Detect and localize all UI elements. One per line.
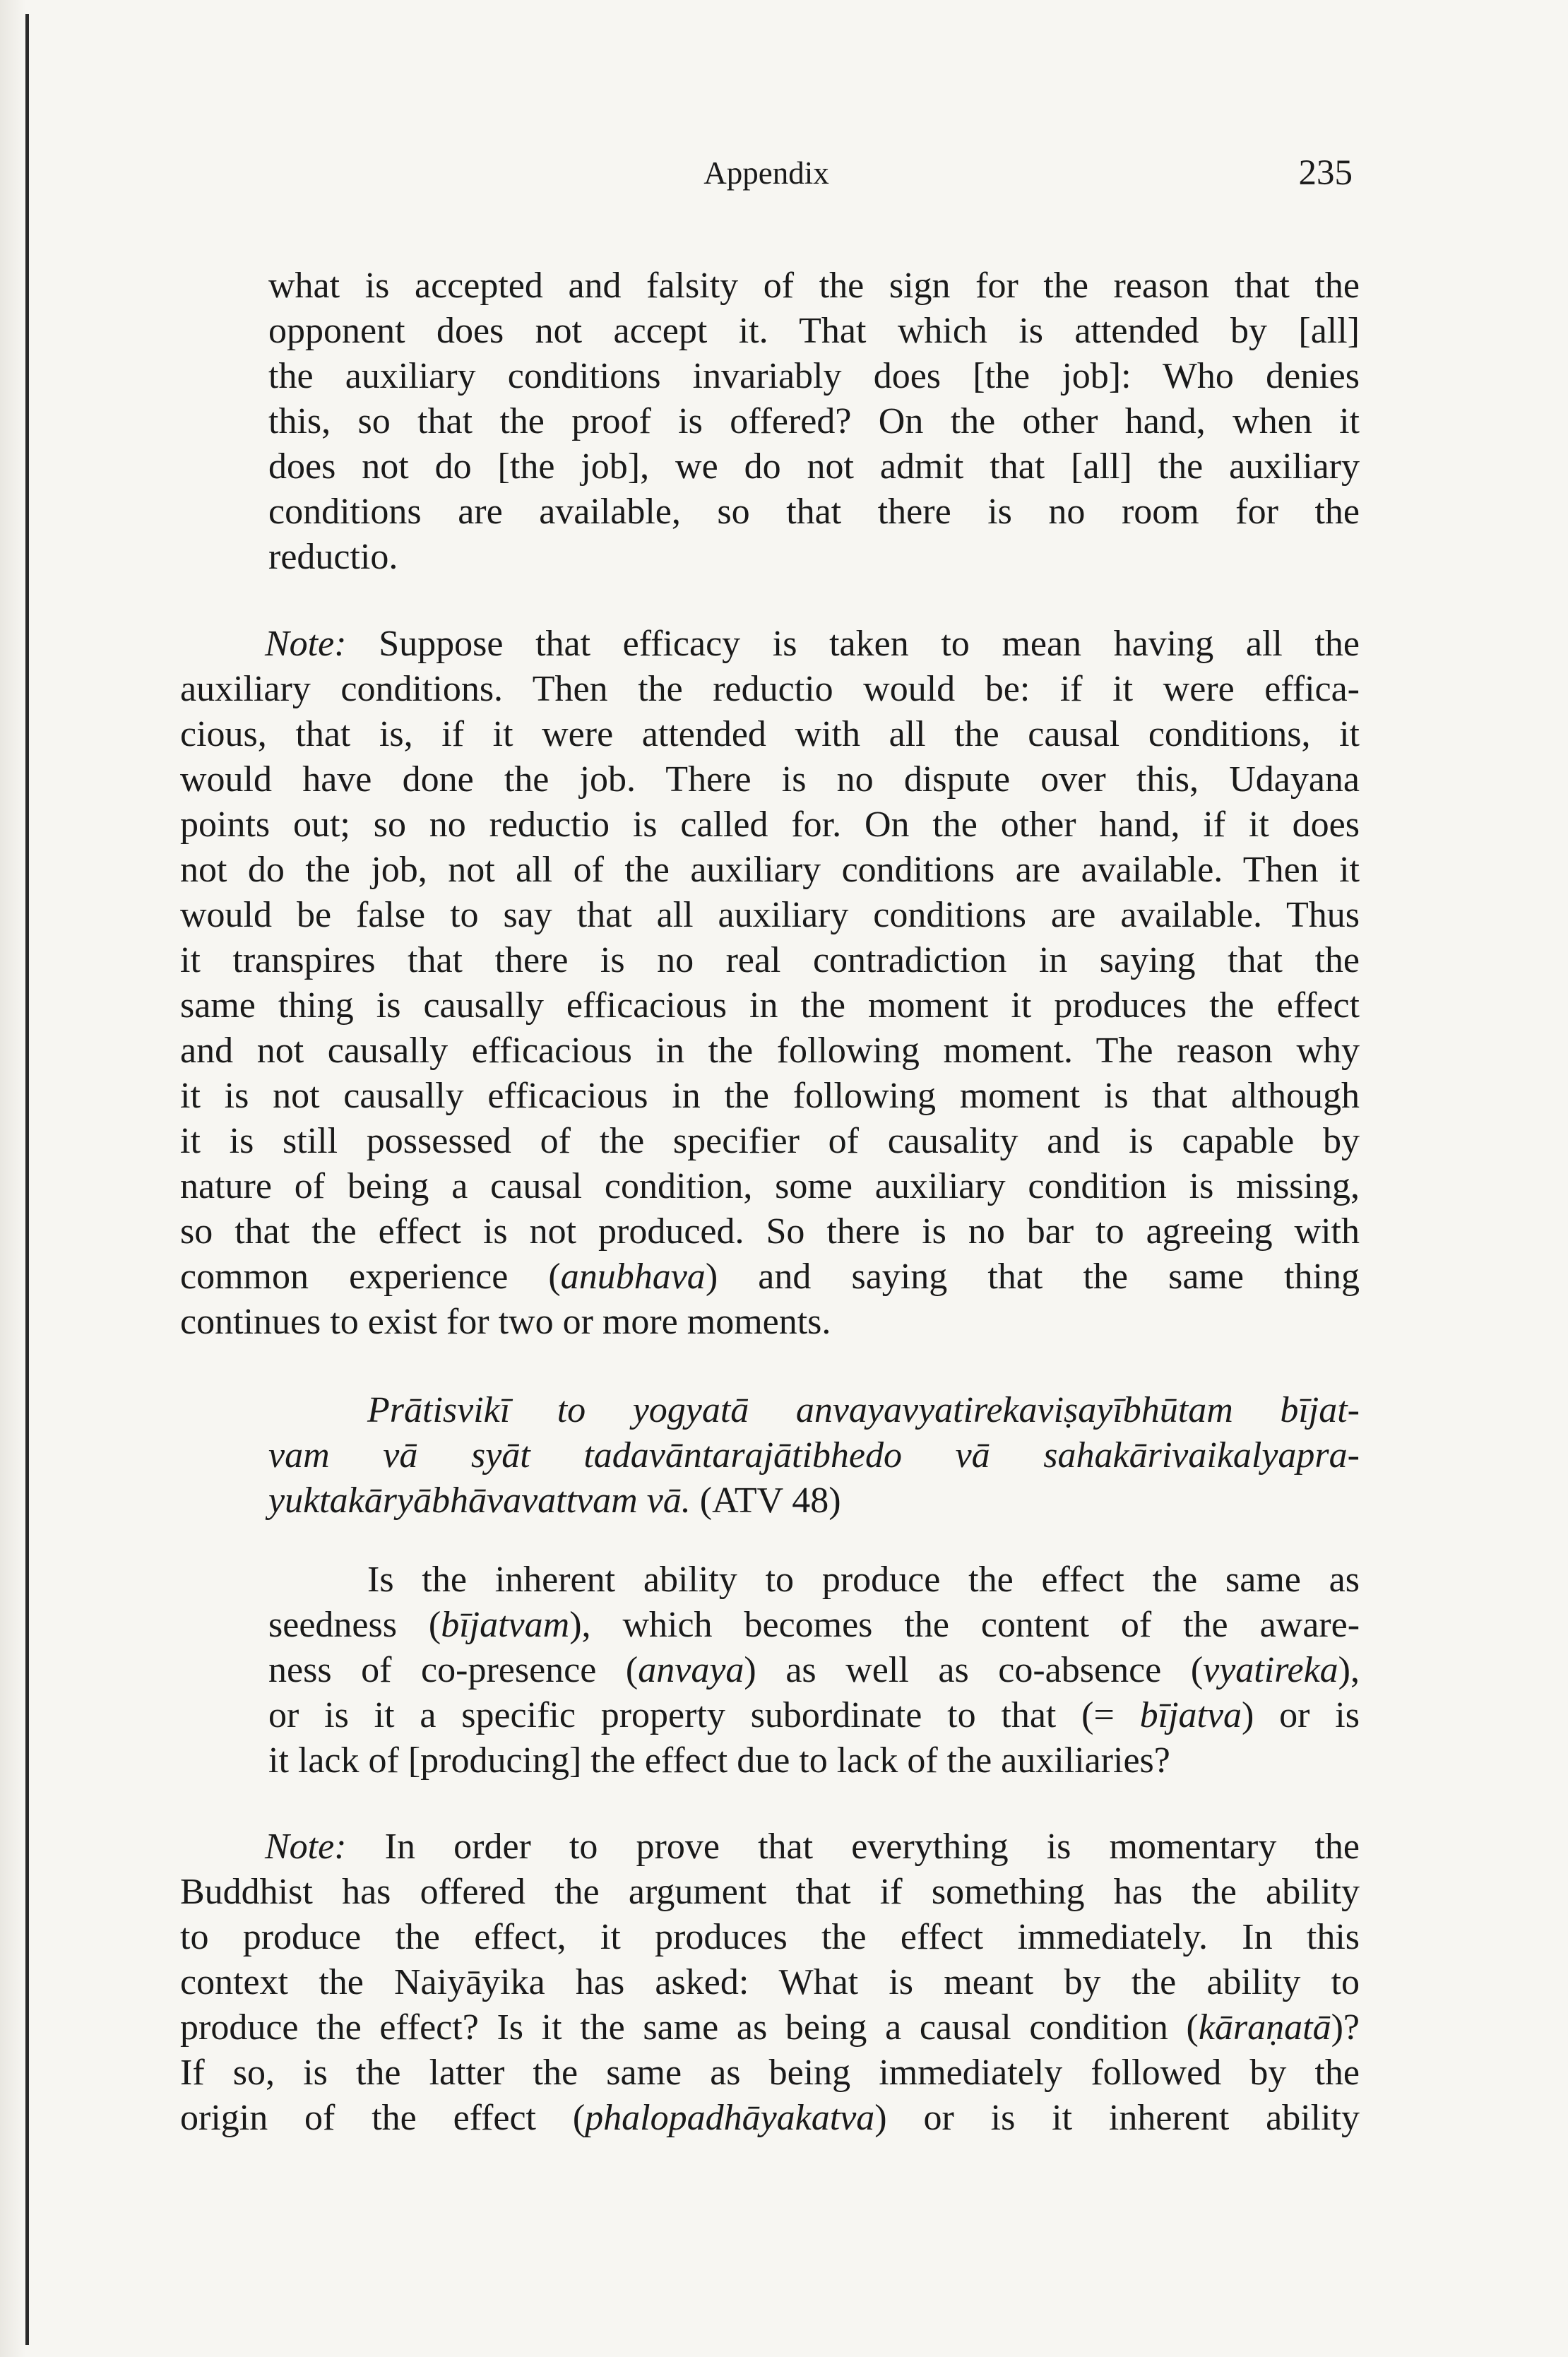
text-run: ) and saying that the same thing bbox=[705, 1257, 1360, 1297]
text-line bbox=[268, 1648, 1360, 1693]
running-header-title: Appendix bbox=[703, 155, 829, 191]
text-run: seedness ( bbox=[268, 1605, 441, 1645]
text-line: Buddhist has offered the argument that if something has the ability bbox=[180, 1872, 1360, 1912]
text-line: Is the inherent ability to produce the effect the same as bbox=[367, 1560, 1360, 1600]
page-edge-shadow bbox=[0, 0, 25, 2357]
text-run: produce the effect? Is it the same as being a causal condition ( bbox=[180, 2007, 1199, 2048]
sanskrit-term: anvaya bbox=[638, 1650, 744, 1690]
text-line bbox=[180, 1824, 1360, 1870]
text-run: ) or is bbox=[1242, 1695, 1360, 1735]
text-line: this, so that the proof is offered? On the other hand, when it bbox=[268, 401, 1360, 441]
note-first-line-text: In order to prove that everything is momentary the bbox=[384, 1827, 1360, 1867]
sanskrit-term: kāraṇatā bbox=[1198, 2007, 1331, 2048]
text-line: to produce the effect, it produces the effect immediately. In this bbox=[180, 1917, 1360, 1957]
text-line: and not causally efficacious in the following moment. The reason why bbox=[180, 1031, 1360, 1071]
text-run: ) as well as co-absence ( bbox=[744, 1650, 1204, 1690]
note-label: Note: bbox=[265, 1827, 347, 1867]
text-line: conditions are available, so that there is no room for the bbox=[268, 492, 1360, 532]
text-line: If so, is the latter the same as being immediately followed by the bbox=[180, 2053, 1360, 2093]
text-line: points out; so no reductio is called for. On the other hand, if it does bbox=[180, 805, 1360, 845]
running-header bbox=[180, 152, 1353, 201]
text-line: cious, that is, if it were attended with all the causal conditions, it bbox=[180, 714, 1360, 754]
text-line: it is not causally efficacious in the following moment is that although bbox=[180, 1076, 1360, 1116]
note-first-line-text: Suppose that efficacy is taken to mean having all the bbox=[379, 624, 1360, 664]
text-run: origin of the effect ( bbox=[180, 2098, 586, 2138]
sanskrit-term: bījatvam bbox=[441, 1605, 570, 1645]
sanskrit-quotation bbox=[268, 1388, 1360, 1524]
verse-line bbox=[268, 1478, 1360, 1524]
text-line: would have done the job. There is no dispute over this, Udayana bbox=[180, 759, 1360, 800]
text-line: same thing is causally efficacious in the moment it produces the effect bbox=[180, 985, 1360, 1026]
page-binding-edge bbox=[25, 14, 29, 2345]
sanskrit-term: phalopadhāyakatva bbox=[585, 2098, 875, 2138]
note-label: Note: bbox=[265, 624, 347, 664]
text-line: reductio. bbox=[268, 537, 398, 577]
text-line: not do the job, not all of the auxiliary conditions are available. Then it bbox=[180, 850, 1360, 890]
text-line: nature of being a causal condition, some auxiliary condition is missing, bbox=[180, 1166, 1360, 1206]
text-line bbox=[268, 1603, 1360, 1648]
text-line: does not do [the job], we do not admit that [all] the auxiliary bbox=[268, 446, 1360, 487]
text-line: it is still possessed of the specifier of causality and is capable by bbox=[180, 1121, 1360, 1161]
note-paragraph bbox=[180, 1824, 1360, 2141]
sanskrit-term: vyatireka bbox=[1203, 1650, 1338, 1690]
text-line: context the Naiyāyika has asked: What is meant by the ability to bbox=[180, 1962, 1360, 2002]
text-run: )? bbox=[1331, 2007, 1360, 2048]
translation-paragraph bbox=[268, 1557, 1360, 1783]
text-run: ), which becomes the content of the aware- bbox=[569, 1605, 1360, 1645]
text-line: auxiliary conditions. Then the reductio would be: if it were effica- bbox=[180, 669, 1360, 709]
text-line: the auxiliary conditions invariably does [the job]: Who denies bbox=[268, 356, 1360, 396]
text-line: it lack of [producing] the effect due to lack of the auxiliaries? bbox=[268, 1740, 1170, 1781]
text-line: it transpires that there is no real contradiction in saying that the bbox=[180, 940, 1360, 980]
verse-text: yuktakāryābhāvavattvam vā. bbox=[268, 1480, 691, 1521]
text-line: continues to exist for two or more moments. bbox=[180, 1302, 831, 1342]
text-run: ) or is it inherent ability bbox=[874, 2098, 1360, 2138]
paragraph-continued bbox=[268, 263, 1360, 580]
verse-line: vam vā syāt tadavāntarajātibhedo vā sahakārivaikalyapra- bbox=[268, 1435, 1360, 1476]
text-run: or is it a specific property subordinate to that (= bbox=[268, 1695, 1140, 1735]
text-line: so that the effect is not produced. So there is no bar to agreeing with bbox=[180, 1211, 1360, 1252]
verse-line: Prātisvikī to yogyatā anvayavyatirekaviṣayībhūtam bījat- bbox=[367, 1390, 1360, 1430]
sanskrit-term: anubhava bbox=[560, 1257, 706, 1297]
text-run: ), bbox=[1338, 1650, 1360, 1690]
source-citation: (ATV 48) bbox=[699, 1480, 841, 1521]
page-number: 235 bbox=[1298, 153, 1353, 193]
text-line bbox=[180, 1254, 1360, 1300]
text-line bbox=[180, 622, 1360, 667]
text-line: what is accepted and falsity of the sign for the reason that the bbox=[268, 266, 1360, 306]
text-line: would be false to say that all auxiliary conditions are available. Thus bbox=[180, 895, 1360, 935]
sanskrit-term: bījatva bbox=[1139, 1695, 1242, 1735]
text-line bbox=[268, 1693, 1360, 1738]
text-run: ness of co-presence ( bbox=[268, 1650, 639, 1690]
text-line: opponent does not accept it. That which is attended by [all] bbox=[268, 311, 1360, 351]
text-line bbox=[180, 2096, 1360, 2141]
note-paragraph bbox=[180, 622, 1360, 1345]
text-line bbox=[180, 2005, 1360, 2050]
text-run: common experience ( bbox=[180, 1257, 561, 1297]
